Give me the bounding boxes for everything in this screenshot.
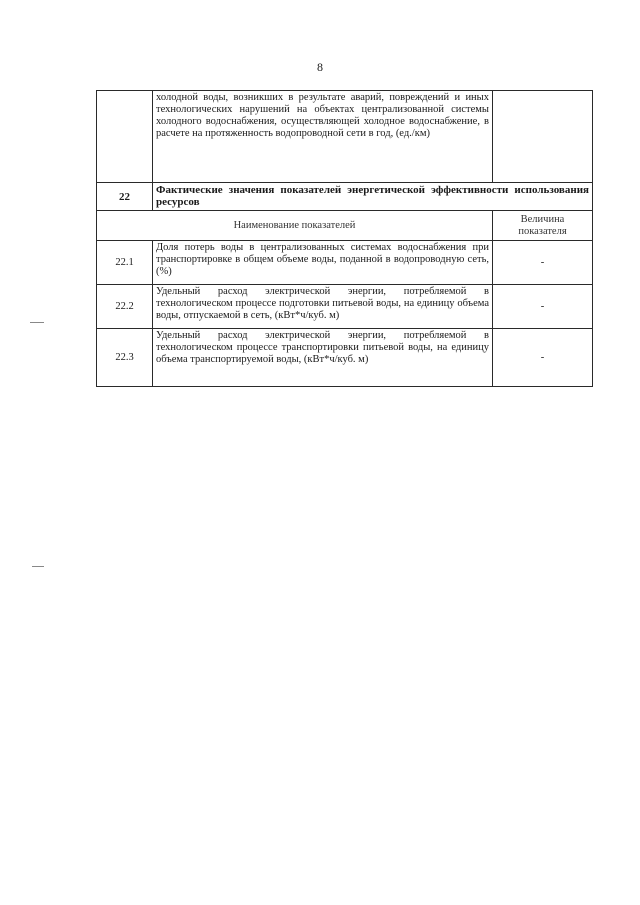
scan-mark (32, 566, 44, 567)
section-title: Фактические значения показателей энергетической эффективности использования ресурсов (153, 183, 593, 211)
scan-mark (30, 322, 44, 323)
row-number: 22.3 (97, 329, 153, 387)
section-header-row (97, 183, 593, 211)
indicator-value: - (493, 285, 593, 329)
indicators-table (96, 90, 593, 387)
indicator-name: Доля потерь воды в централизованных системах водоснабжения при транспортировке в общем объеме воды, поданной в водопроводную сеть, (%) (153, 241, 493, 285)
indicator-value: - (493, 241, 593, 285)
indicator-value-cell (493, 91, 593, 183)
indicator-name: Удельный расход электрической энергии, потребляемой в технологическом процессе транспортировки питьевой воды, на единицу объема транспортируемой воды, (кВт*ч/куб. м) (153, 329, 493, 387)
row-number-cell (97, 91, 153, 183)
section-number: 22 (97, 183, 153, 211)
indicator-value: - (493, 329, 593, 387)
table-row (97, 285, 593, 329)
table-row (97, 241, 593, 285)
table-row-continuation (97, 91, 593, 183)
row-number: 22.1 (97, 241, 153, 285)
table-row (97, 329, 593, 387)
row-number: 22.2 (97, 285, 153, 329)
column-header-row (97, 211, 593, 241)
indicator-name: Удельный расход электрической энергии, потребляемой в технологическом процессе подготовки питьевой воды, на единицу объема воды, отпускаемой в сеть, (кВт*ч/куб. м) (153, 285, 493, 329)
indicator-name-cell: холодной воды, возникших в результате аварий, повреждений и иных технологических нарушений на объектах централизованной системы холодного водоснабжения, осуществляющей холодное водоснабжение, в расчете на протяженность водопроводной сети в год, (ед./км) (153, 91, 493, 183)
name-column-header: Наименование показателей (97, 211, 493, 241)
value-column-header: Величина показателя (493, 211, 593, 241)
page-number: 8 (317, 60, 323, 74)
